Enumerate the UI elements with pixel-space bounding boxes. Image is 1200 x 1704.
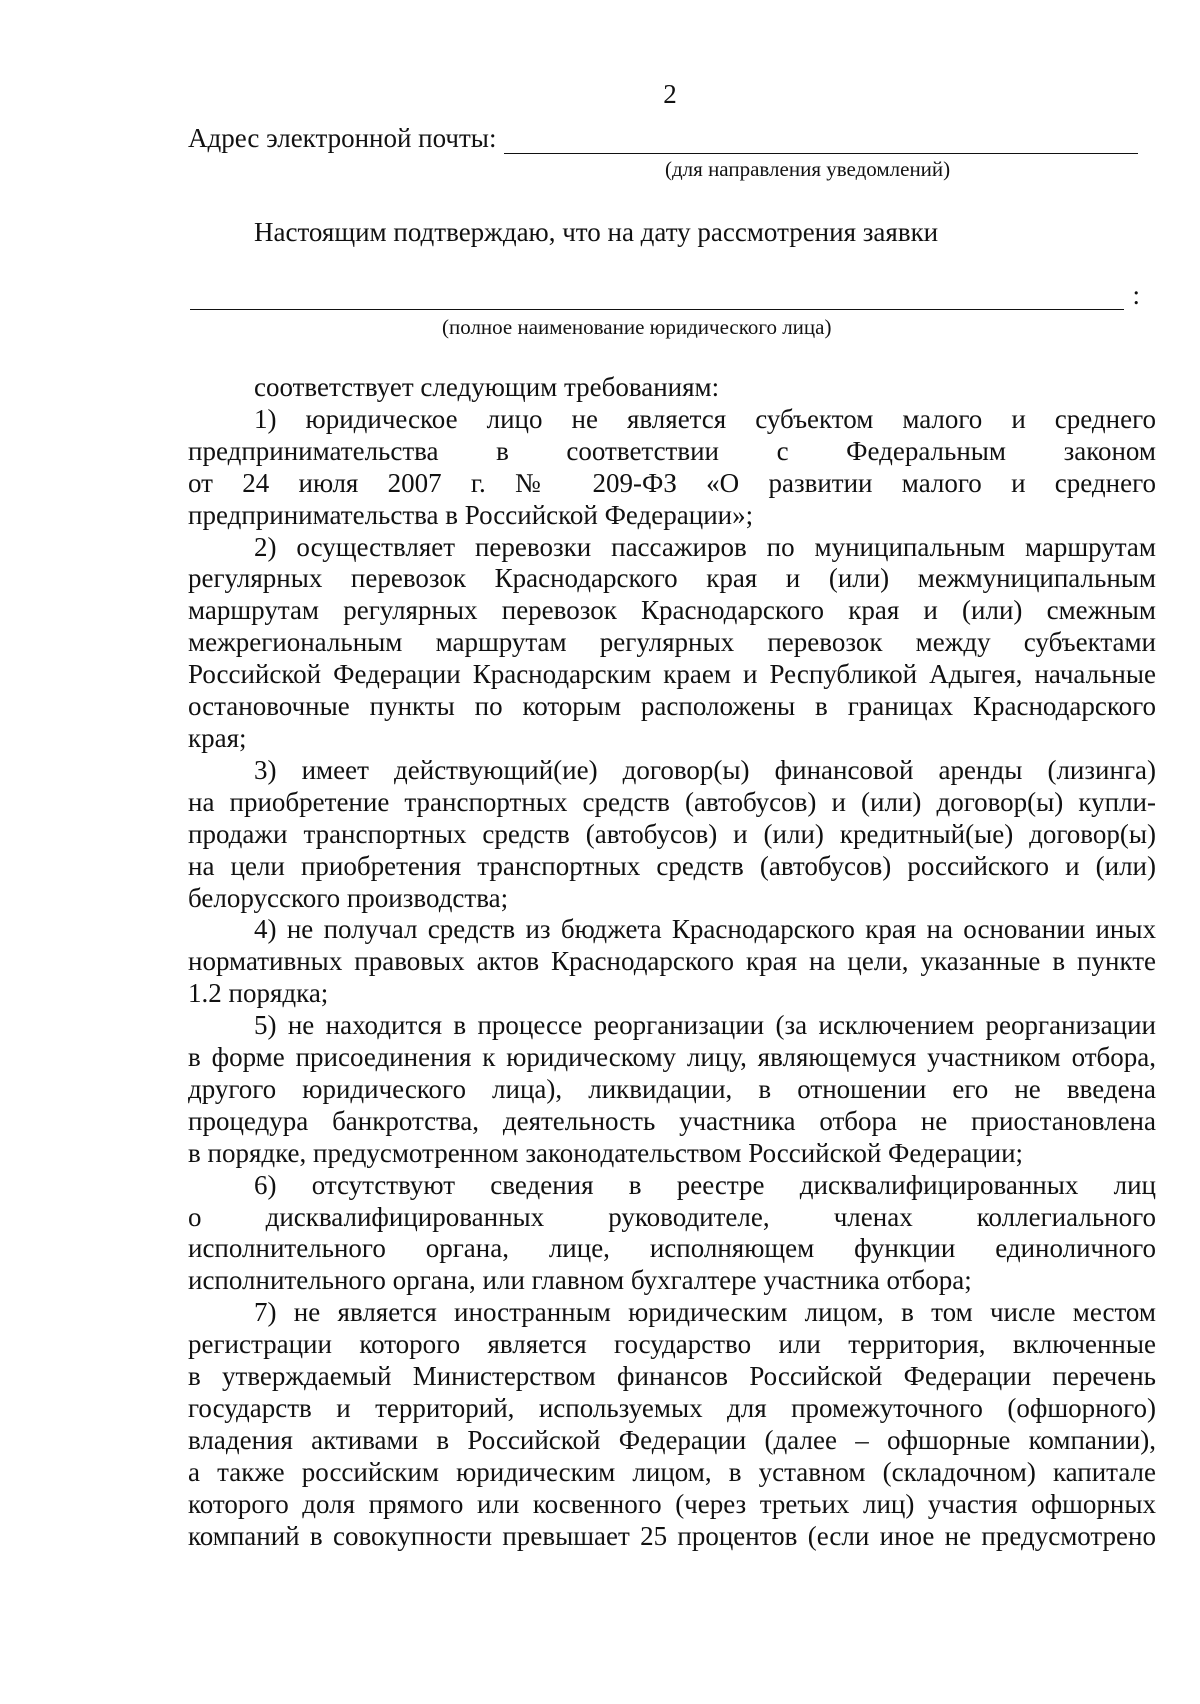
requirement-item (188, 1170, 1156, 1298)
requirement-line: на приобретение транспортных средств (автобусов) и (или) договор(ы) купли- (188, 786, 1156, 817)
requirement-item (188, 532, 1156, 755)
requirements-intro: соответствует следующим требованиям: (254, 372, 720, 402)
requirement-item (188, 404, 1156, 532)
requirement-item (188, 914, 1156, 1010)
requirements-text (188, 372, 1156, 1553)
requirement-line: маршрутам регулярных перевозок Краснодарского края и (или) смежным (188, 595, 1156, 626)
requirement-line: 6) отсутствуют сведения в реестре дисквалифицированных лиц (254, 1169, 1156, 1200)
requirement-line: предпринимательства в Российской Федерации»; (188, 499, 754, 530)
requirement-line: 4) не получал средств из бюджета Краснодарского края на основании иных (254, 914, 1156, 945)
email-label: Адрес электронной почты: (188, 123, 497, 153)
requirement-item (188, 755, 1156, 915)
requirement-line: в форме присоединения к юридическому лицу, являющемуся участником отбора, (188, 1042, 1156, 1073)
requirement-item (188, 1010, 1156, 1170)
requirement-line: владения активами в Российской Федерации (далее – офшорные компании), (188, 1424, 1156, 1455)
requirement-line: а также российским юридическим лицом, в уставном (складочном) капитале (188, 1456, 1156, 1487)
requirement-line: которого доля прямого или косвенного (через третьих лиц) участия офшорных (188, 1488, 1156, 1519)
requirement-line: 1.2 порядка; (188, 978, 329, 1009)
legal-name-colon: : (1132, 280, 1140, 310)
requirement-line: остановочные пункты по которым расположены в границах Краснодарского (188, 691, 1156, 722)
requirement-line: продажи транспортных средств (автобусов) и (или) кредитный(ые) договор(ы) (188, 818, 1156, 849)
requirement-line: в порядке, предусмотренном законодательством Российской Федерации; (188, 1137, 1024, 1168)
email-field-row (188, 120, 1138, 154)
requirement-line: в утверждаемый Министерством финансов Российской Федерации перечень (188, 1361, 1156, 1392)
requirement-line: исполнительного органа, или главном бухгалтере участника отбора; (188, 1265, 972, 1296)
confirmation-text: Настоящим подтверждаю, что на дату рассмотрения заявки (254, 217, 939, 247)
requirement-line: нормативных правовых актов Краснодарского края на цели, указанные в пункте (188, 946, 1156, 977)
requirement-line: 5) не находится в процессе реорганизации (за исключением реорганизации (254, 1010, 1156, 1041)
requirement-line: белорусского производства; (188, 882, 509, 913)
requirement-line: от 24 июля 2007 г. № 209-ФЗ «О развитии малого и среднего (188, 467, 1156, 498)
requirement-line: о дисквалифицированных руководителе, членах коллегиального (188, 1201, 1156, 1232)
requirement-line: межрегиональным маршрутам регулярных перевозок между субъектами (188, 627, 1156, 658)
requirement-line: края; (188, 722, 247, 753)
requirement-line: предпринимательства в соответствии с Федеральным законом (188, 435, 1156, 466)
requirement-line: 2) осуществляет перевозки пассажиров по муниципальным маршрутам (254, 531, 1156, 562)
legal-name-row (190, 278, 1140, 310)
requirement-line: 7) не является иностранным юридическим лицом, в том числе местом (254, 1297, 1156, 1328)
requirement-line: 1) юридическое лицо не является субъектом малого и среднего (254, 403, 1156, 434)
requirement-item (188, 1297, 1156, 1552)
requirement-line: 3) имеет действующий(ие) договор(ы) финансовой аренды (лизинга) (254, 754, 1156, 785)
requirement-line: регистрации которого является государство или территория, включенные (188, 1329, 1156, 1360)
requirement-line: компаний в совокупности превышает 25 процентов (если иное не предусмотрено (188, 1520, 1156, 1551)
email-hint: (для направления уведомлений) (665, 157, 951, 181)
page-number: 2 (663, 79, 677, 109)
email-blank-line (504, 127, 1138, 154)
requirement-line: на цели приобретения транспортных средств (автобусов) российского и (или) (188, 850, 1156, 881)
legal-name-blank-line (190, 281, 1124, 310)
requirement-line: исполнительного органа, лице, исполняющем функции единоличного (188, 1233, 1156, 1264)
requirement-line: другого юридического лица), ликвидации, в отношении его не введена (188, 1073, 1156, 1104)
requirements-list (188, 404, 1156, 1553)
requirement-line: Российской Федерации Краснодарским краем и Республикой Адыгея, начальные (188, 659, 1156, 690)
requirement-line: регулярных перевозок Краснодарского края и (или) межмуниципальным (188, 563, 1156, 594)
requirement-line: государств и территорий, используемых для промежуточного (офшорного) (188, 1393, 1156, 1423)
requirement-line: процедура банкротства, деятельность участника отбора не приостановлена (188, 1105, 1156, 1136)
legal-name-hint: (полное наименование юридического лица) (442, 315, 832, 339)
